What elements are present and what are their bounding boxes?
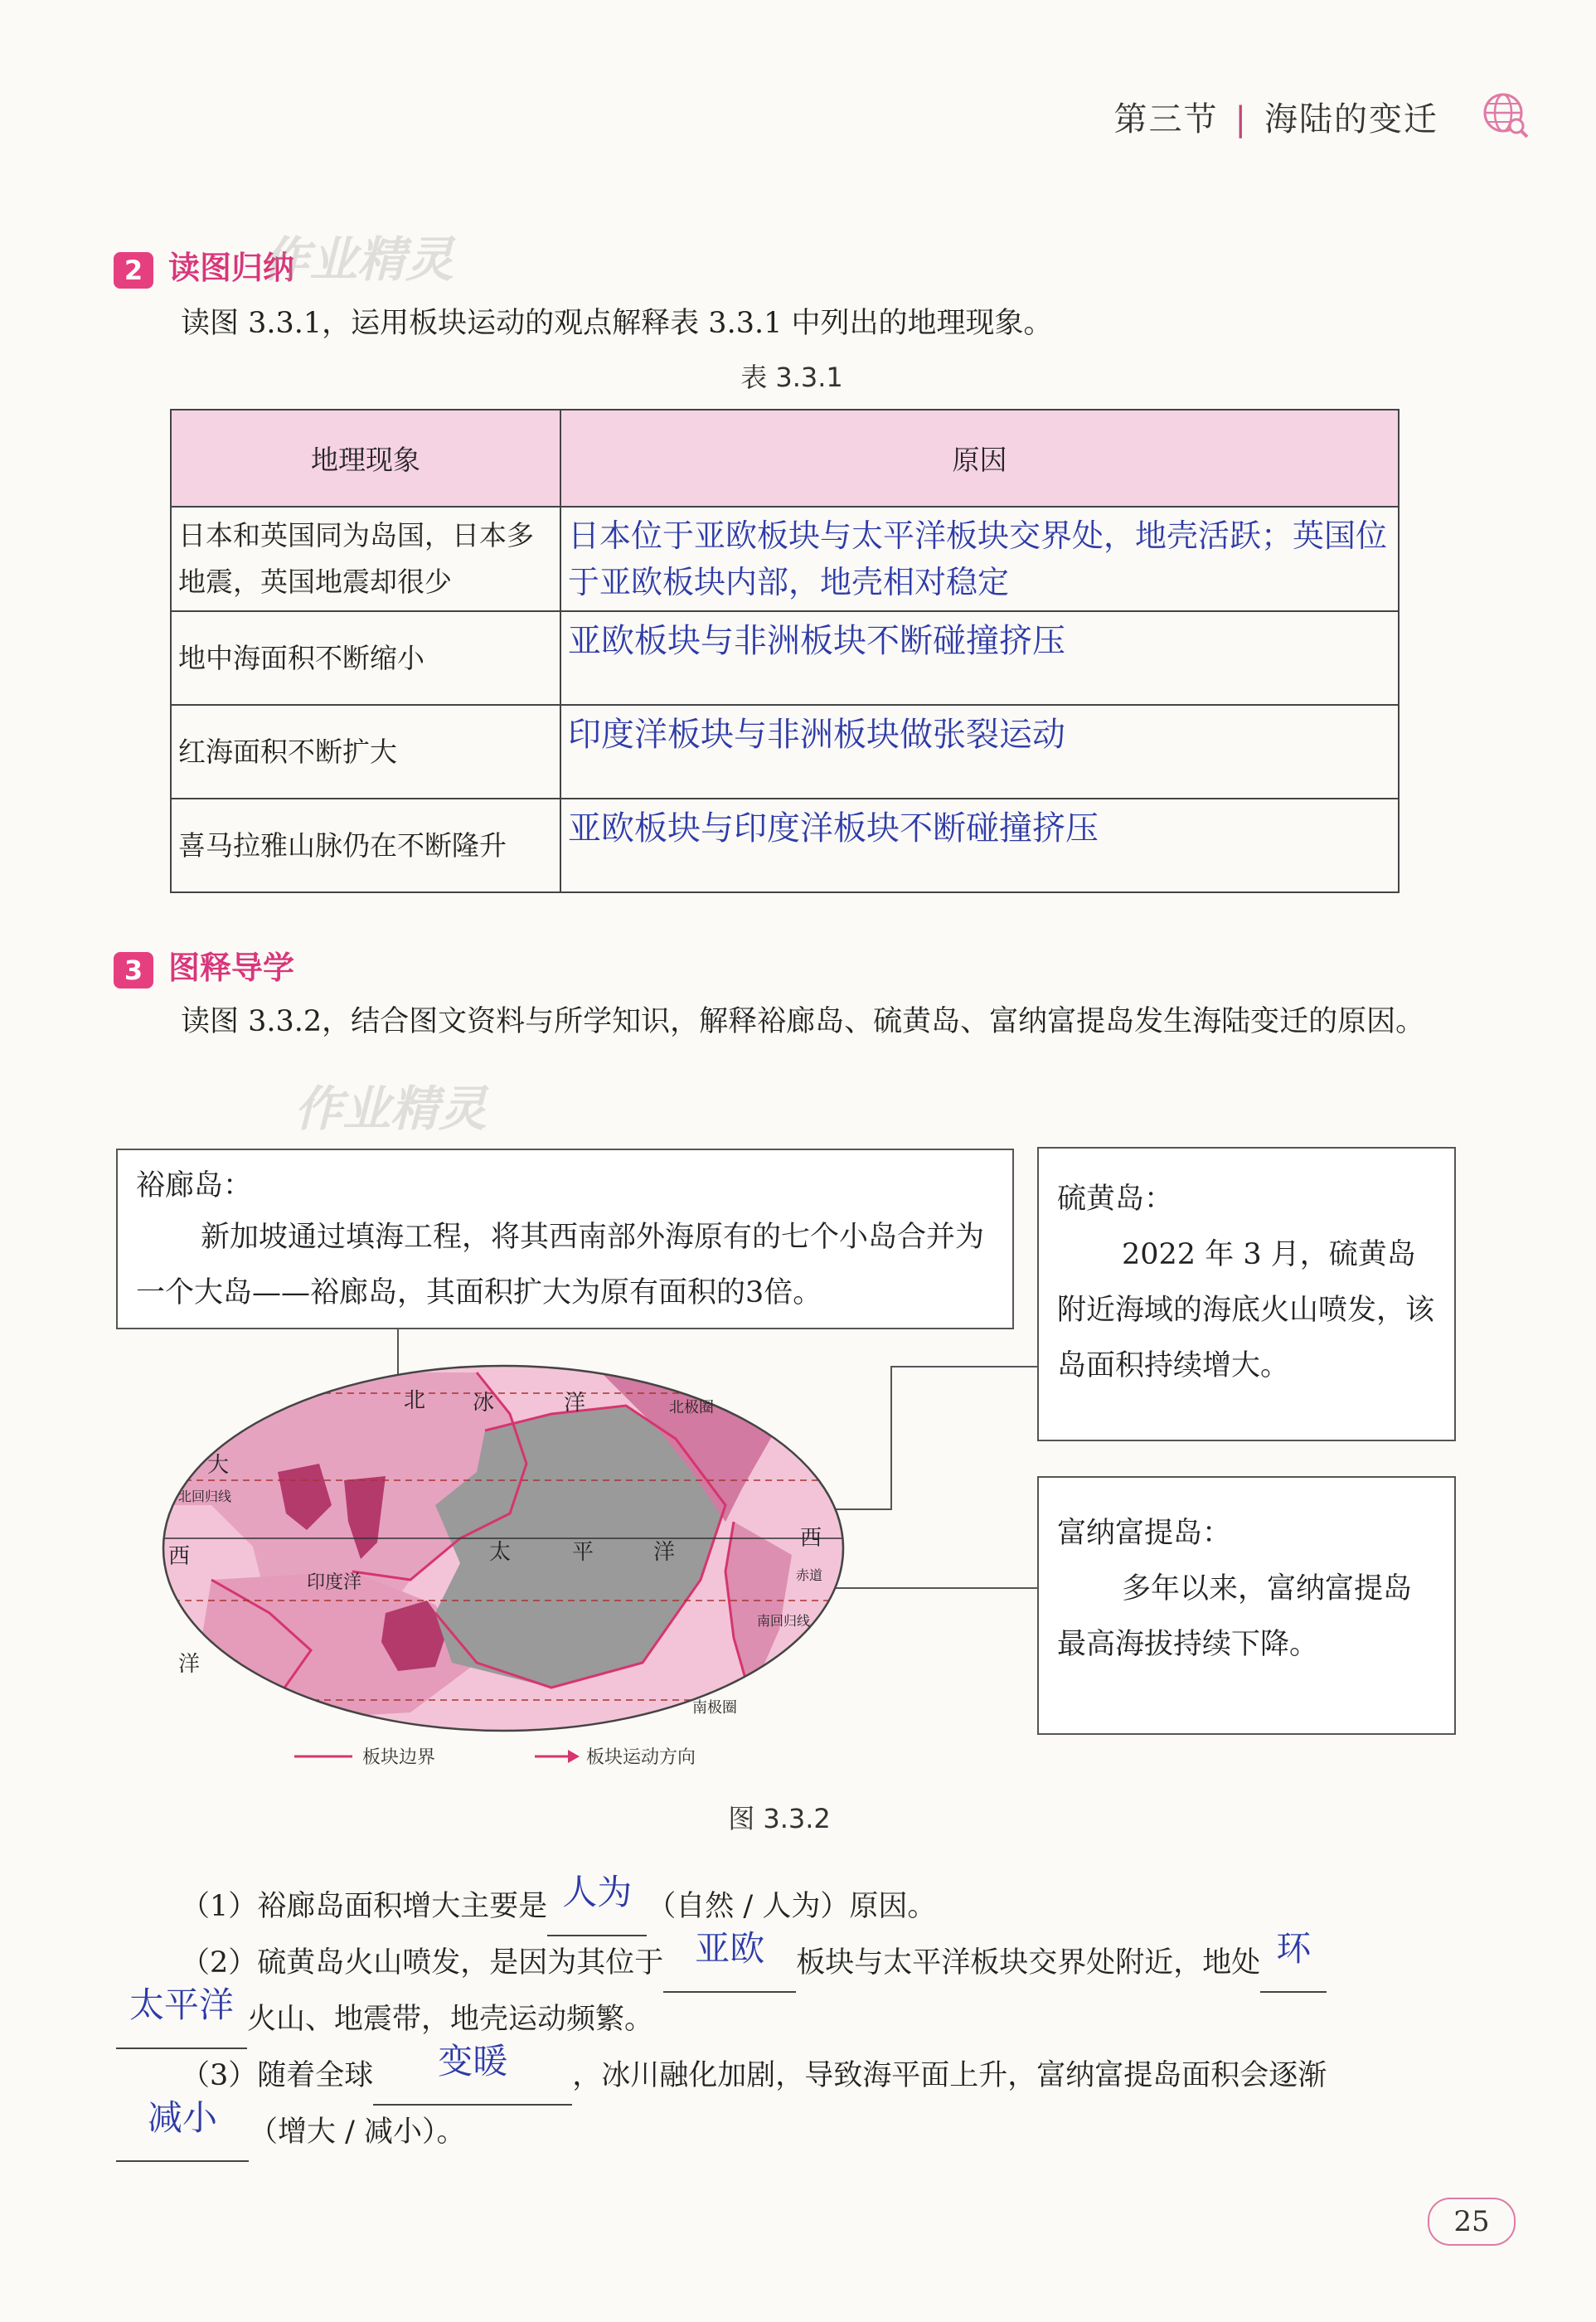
table-header-phenomenon: 地理现象 [171, 410, 560, 507]
map-legend [294, 1742, 759, 1771]
table-header-reason: 原因 [560, 410, 1399, 507]
reason-cell: 亚欧板块与印度洋板块不断碰撞挤压 [560, 799, 1399, 892]
map-label: 冰 [473, 1391, 495, 1416]
question-text: ，冰川融化加剧，导致海平面上升，富纳富提岛面积会逐渐 [572, 2059, 1327, 2092]
map-label: 西 [168, 1544, 191, 1569]
question-text: 板块与太平洋板块交界处附近，地处 [796, 1946, 1261, 1980]
map-label: 洋 [178, 1652, 201, 1677]
box-title: 硫黄岛： [1057, 1183, 1174, 1216]
section-number: 2 [114, 252, 153, 289]
answer-blank [547, 1872, 647, 1936]
question-text: （3）随着全球 [181, 2059, 374, 2092]
question-1 [181, 1872, 937, 1936]
question-text: （1）裕廊岛面积增大主要是 [181, 1890, 548, 1923]
table-caption: 表 3.3.1 [740, 362, 843, 393]
handwritten-answer: 减小 [147, 2097, 217, 2138]
answer-blank [1260, 1928, 1327, 1993]
phenomenon-cell: 地中海面积不断缩小 [171, 611, 560, 705]
watermark: 作业精灵 [294, 1081, 488, 1137]
map-label: 赤道 [796, 1567, 823, 1583]
reason-cell: 日本位于亚欧板块与太平洋板块交界处，地壳活跃；英国位于亚欧板块内部，地壳相对稳定 [560, 507, 1399, 611]
map-label: 北极圈 [669, 1399, 714, 1416]
arrow-icon [568, 1750, 580, 1763]
question-text: （增大 / 减小）。 [249, 2116, 466, 2149]
handwritten-answer: 太平洋 [129, 1984, 234, 2025]
reason-cell: 印度洋板块与非洲板块做张裂运动 [560, 705, 1399, 799]
page-number: 25 [1428, 2198, 1516, 2246]
map-label: 平 [572, 1540, 594, 1565]
handwritten-answer: 亚欧 [695, 1928, 765, 1969]
title-separator: | [1235, 100, 1248, 138]
map-label: 北 [404, 1388, 426, 1413]
phenomenon-cell: 红海面积不断扩大 [171, 705, 560, 799]
map-label: 印度洋 [307, 1572, 362, 1593]
box-title: 裕廊岛： [136, 1169, 253, 1202]
question-text: （2）硫黄岛火山喷发，是因为其位于 [181, 1946, 664, 1980]
phenomenon-cell: 喜马拉雅山脉仍在不断隆升 [171, 799, 560, 892]
instruction-text: 读图 3.3.1，运用板块运动的观点解释表 3.3.1 中列出的地理现象。 [181, 307, 1053, 340]
box-body: 2022 年 3 月，硫黄岛附近海域的海底火山喷发，该岛面积持续增大。 [1057, 1238, 1435, 1382]
watermark: 作业精灵 [261, 231, 454, 288]
answer-blank [116, 2097, 249, 2162]
plate-map [162, 1364, 846, 1733]
section-number: 3 [114, 952, 153, 989]
box-title: 富纳富提岛： [1057, 1517, 1232, 1550]
figure-caption: 图 3.3.2 [728, 1803, 831, 1834]
answer-blank [663, 1928, 796, 1993]
map-label: 北回归线 [178, 1489, 232, 1504]
legend-label: 板块运动方向 [586, 1747, 696, 1768]
map-label: 南回归线 [757, 1613, 811, 1629]
map-label: 太 [489, 1540, 512, 1565]
question-3 [181, 2041, 1327, 2106]
question-2-continued [116, 1984, 654, 2049]
legend-label: 板块边界 [362, 1747, 436, 1768]
section-title: 读图归纳 [168, 250, 295, 286]
map-label: 洋 [564, 1391, 586, 1416]
box-body: 新加坡通过填海工程，将其西南部外海原有的七个小岛合并为一个大岛——裕廊岛，其面积扩大为原有面积的3倍。 [136, 1221, 985, 1309]
handwritten-answer: 环 [1276, 1928, 1312, 1969]
question-3-continued [116, 2097, 466, 2162]
question-text: 火山、地震带，地壳运动频繁。 [247, 2003, 654, 2036]
section-label: 第三节 [1113, 100, 1219, 138]
handwritten-answer: 人为 [562, 1872, 633, 1912]
answer-blank [373, 2041, 572, 2106]
map-label: 南极圈 [692, 1699, 737, 1717]
handwritten-answer: 变暖 [438, 2041, 508, 2082]
section-title: 图释导学 [168, 950, 295, 986]
map-label: 洋 [653, 1540, 676, 1565]
reason-cell: 亚欧板块与非洲板块不断碰撞挤压 [560, 611, 1399, 705]
answer-blank [116, 1984, 247, 2049]
map-label: 西 [800, 1526, 822, 1551]
lesson-title: 海陆的变迁 [1264, 100, 1438, 138]
question-2 [181, 1928, 1327, 1993]
map-label: 大 [207, 1453, 230, 1478]
instruction-text: 读图 3.3.2，结合图文资料与所学知识，解释裕廊岛、硫黄岛、富纳富提岛发生海陆变迁的原因。 [181, 1005, 1425, 1038]
question-text: （自然 / 人为）原因。 [647, 1890, 937, 1923]
phenomenon-cell: 日本和英国同为岛国，日本多地震，英国地震却很少 [171, 507, 560, 611]
box-body: 多年以来，富纳富提岛最高海拔持续下降。 [1057, 1572, 1413, 1661]
